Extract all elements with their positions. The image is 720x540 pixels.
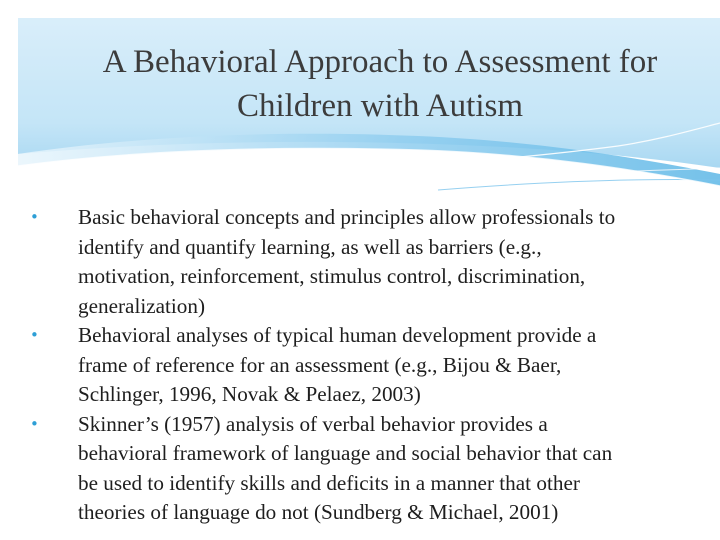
- bullet-text-line: identify and quantify learning, as well as barriers (e.g.,: [78, 234, 542, 259]
- slide-title-line: A Behavioral Approach to Assessment for: [102, 44, 658, 80]
- bullet-dot-icon: •: [30, 326, 39, 344]
- bullet-list: [26, 203, 696, 528]
- bullet-text-line: be used to identify skills and deficits in a manner that other: [78, 470, 580, 495]
- bullet-text-line: generalization): [78, 293, 206, 318]
- bullet-text-line: frame of reference for an assessment (e.g., Bijou & Baer,: [78, 352, 562, 377]
- bullet-item: [26, 410, 696, 528]
- bullet-text-line: Skinner’s (1957) analysis of verbal behavior provides a: [78, 411, 548, 436]
- bullet-item: [26, 203, 696, 321]
- slide-title: [40, 40, 720, 128]
- bullet-dot-icon: •: [30, 208, 39, 226]
- bullet-text-line: Schlinger, 1996, Novak & Pelaez, 2003): [78, 382, 421, 406]
- bullet-text-line: motivation, reinforcement, stimulus control, discrimination,: [78, 264, 586, 288]
- bullet-text-line: Behavioral analyses of typical human development provide a: [78, 323, 597, 347]
- bullet-text-line: theories of language do not (Sundberg & Michael, 2001): [78, 500, 559, 524]
- bullet-text-line: behavioral framework of language and social behavior that can: [78, 441, 613, 465]
- slide-title-line: Children with Autism: [236, 88, 523, 124]
- bullet-dot-icon: •: [30, 414, 39, 433]
- bullet-text-line: Basic behavioral concepts and principles allow professionals to: [78, 205, 616, 229]
- bullet-item: [26, 321, 696, 410]
